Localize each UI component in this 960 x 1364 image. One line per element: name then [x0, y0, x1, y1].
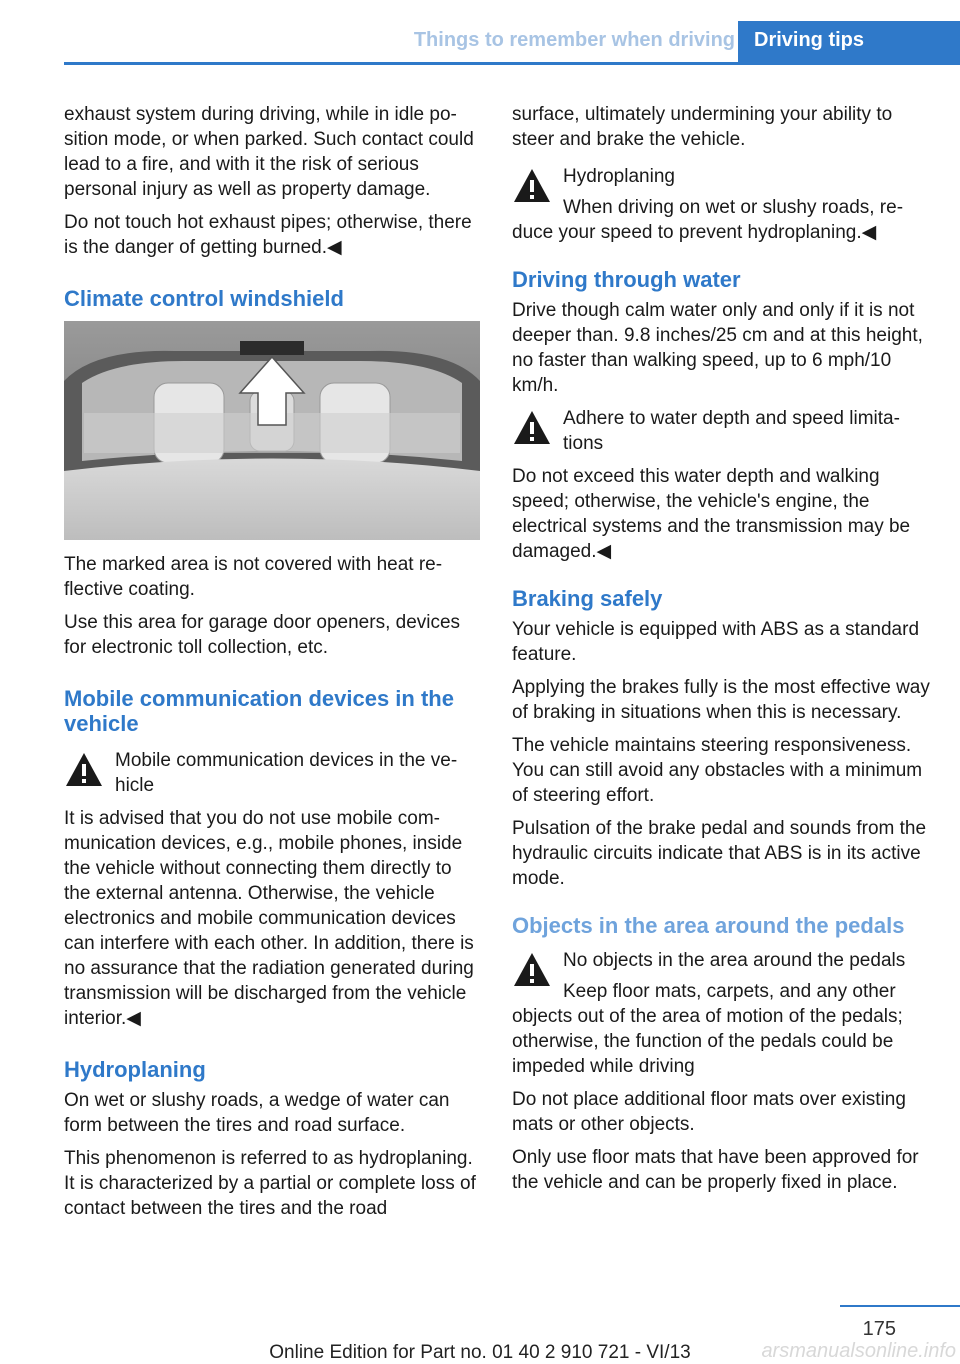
paragraph: Do not exceed this water depth and walking speed; otherwise, the vehicle's engine, the electrical systems and the transmission may be damaged.◀ [512, 466, 911, 562]
paragraph: It is advised that you do not use mobile communication devices, e.g., mobile phones, inside the vehicle without connecting them directly to the external antenna. Otherwise, the vehicle electronics and mobile communication devices can interfere with each other. In addition, there is no assurance that the radiation generated during transmission will be discharged from the vehicle interior.◀ [64, 808, 474, 1029]
paragraph: exhaust system during driving, while in idle position mode, or when parked. Such contact could lead to a fire, and with it the risk of serious personal injury as well as property damage. [64, 104, 474, 200]
footer-rule [840, 1305, 960, 1307]
paragraph: Do not touch hot exhaust pipes; otherwise, there is the danger of getting burned.◀ [64, 212, 472, 258]
paragraph: Drive though calm water only and only if it is not deeper than. 9.8 inches/25 cm and at this height, no faster than walking speed, up to 6 mph/10 km/h. [512, 300, 923, 396]
paragraph: Pulsation of the brake pedal and sounds from the hydraulic circuits indicate that ABS is in its active mode. [512, 818, 927, 889]
paragraph: This phenomenon is referred to as hydroplaning. It is characterized by a partial or complete loss of contact between the tires and the road [64, 1148, 476, 1219]
heading-climate-control-windshield: Climate control windshield [64, 286, 344, 311]
footer-edition: Online Edition for Part no. 01 40 2 910 721 - VI/13 [269, 1342, 691, 1363]
warning-text: When driving on wet or slushy roads, reduce your speed to prevent hydroplaning.◀ [512, 197, 904, 243]
warning-triangle-icon [512, 950, 552, 990]
page-number: 175 [862, 1318, 896, 1340]
paragraph: On wet or slushy roads, a wedge of water can form between the tires and road surface. [64, 1090, 450, 1136]
warning-text: Keep floor mats, carpets, and any other objects out of the area of motion of the pedals; otherwise, the function of the pedals could be impeded while driving [512, 981, 903, 1077]
windshield-illustration [64, 321, 480, 540]
paragraph: Use this area for garage door openers, devices for electronic toll collection, etc. [64, 612, 461, 658]
watermark: arsmanualsonline.info [761, 1340, 956, 1362]
warning-block [512, 164, 930, 245]
warning-block [512, 406, 930, 456]
page-header [64, 0, 960, 65]
warning-title: No objects in the area around the pedals [563, 950, 906, 971]
warning-text: Mobile communication devices in the vehicle [115, 750, 458, 796]
heading-hydroplaning: Hydroplaning [64, 1057, 206, 1082]
paragraph: Your vehicle is equipped with ABS as a standard feature. [512, 619, 920, 665]
left-column [64, 102, 482, 1229]
right-column [512, 102, 930, 1203]
warning-text: Adhere to water depth and speed limitations [563, 408, 900, 454]
paragraph: Do not place additional floor mats over existing mats or other objects. [512, 1089, 906, 1135]
warning-block [64, 748, 482, 798]
warning-triangle-icon [512, 166, 552, 206]
warning-title: Hydroplaning [563, 166, 675, 187]
heading-objects-around-pedals: Objects in the area around the pedals [512, 913, 905, 938]
heading-braking-safely: Braking safely [512, 586, 663, 611]
header-chapter-tab: Driving tips [738, 21, 960, 62]
header-section-title: Things to remember when driving [413, 29, 735, 51]
warning-triangle-icon [512, 408, 552, 448]
heading-driving-through-water: Driving through water [512, 267, 741, 292]
paragraph: Only use floor mats that have been approved for the vehicle and can be properly fixed in place. [512, 1147, 919, 1193]
heading-mobile-communication: Mobile communication devices in the vehicle [64, 686, 454, 736]
paragraph: Applying the brakes fully is the most effective way of braking in situations when this is necessary. [512, 677, 930, 723]
paragraph: The marked area is not covered with heat reflective coating. [64, 554, 443, 600]
windshield-photo-icon [64, 321, 480, 540]
paragraph: The vehicle maintains steering responsiveness. You can still avoid any obstacles with a minimum of steering effort. [512, 735, 923, 806]
warning-triangle-icon [64, 750, 104, 790]
paragraph: surface, ultimately undermining your ability to steer and brake the vehicle. [512, 104, 893, 150]
warning-block [512, 948, 930, 1079]
